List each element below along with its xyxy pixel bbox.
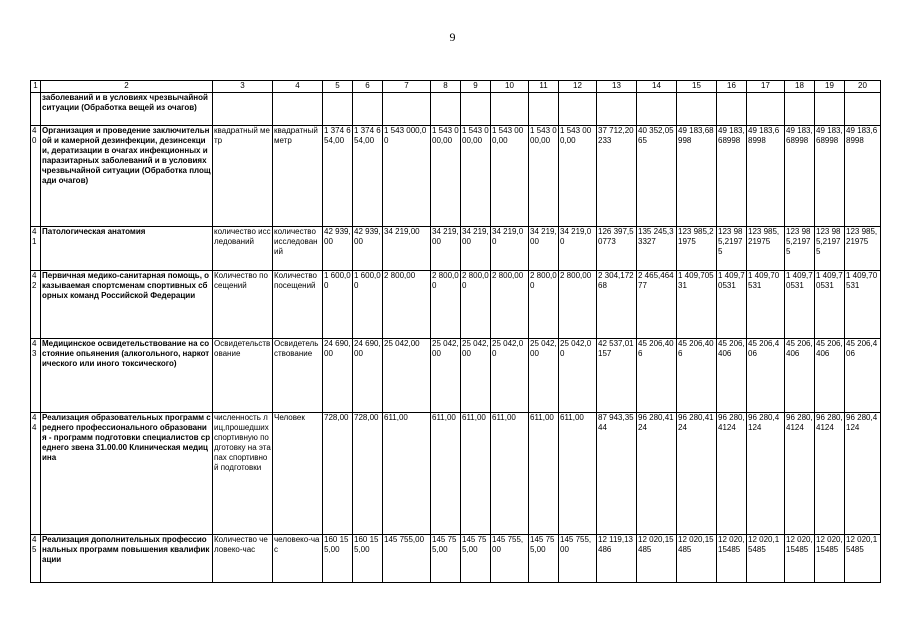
row-number-cell — [31, 93, 41, 126]
value-cell: 1 543 000,00 — [529, 126, 559, 227]
value-cell — [785, 93, 815, 126]
service-name-cell: Реализация образовательных программ среднего профессионального образования - программ подготовки специалистов среднего звена 31.00.00 Клиническая медицина — [41, 413, 213, 535]
header-cell: 17 — [747, 81, 785, 93]
unit-cell: Освидетельствование — [273, 339, 323, 413]
unit-cell: Человек — [273, 413, 323, 535]
value-cell: 12 020,15485 — [637, 535, 677, 583]
value-cell: 123 985,21975 — [747, 227, 785, 271]
value-cell — [845, 93, 881, 126]
value-cell: 1 543 000,00 — [559, 126, 597, 227]
value-cell — [383, 93, 431, 126]
value-cell — [677, 93, 717, 126]
value-cell: 728,00 — [353, 413, 383, 535]
header-cell: 9 — [461, 81, 491, 93]
unit-cell: человеко-час — [273, 535, 323, 583]
value-cell: 49 183,68998 — [845, 126, 881, 227]
table-row — [31, 413, 881, 535]
value-cell: 123 985,21975 — [785, 227, 815, 271]
table-body — [31, 81, 881, 583]
value-cell: 49 183,68998 — [747, 126, 785, 227]
value-cell: 123 985,21975 — [845, 227, 881, 271]
header-cell: 12 — [559, 81, 597, 93]
value-cell: 1 374 654,00 — [353, 126, 383, 227]
value-cell: 2 800,00 — [491, 271, 529, 339]
value-cell: 145 755,00 — [529, 535, 559, 583]
value-cell: 1 600,00 — [323, 271, 353, 339]
value-cell: 45 206,406 — [785, 339, 815, 413]
unit-cell — [213, 93, 273, 126]
table-row — [31, 126, 881, 227]
value-cell: 45 206,406 — [637, 339, 677, 413]
value-cell: 34 219,00 — [491, 227, 529, 271]
value-cell: 1 409,70531 — [747, 271, 785, 339]
value-cell — [559, 93, 597, 126]
value-cell: 45 206,406 — [747, 339, 785, 413]
row-number-cell: 43 — [31, 339, 41, 413]
row-number-cell: 42 — [31, 271, 41, 339]
value-cell: 123 985,21975 — [677, 227, 717, 271]
value-cell: 96 280,4124 — [717, 413, 747, 535]
value-cell: 1 374 654,00 — [323, 126, 353, 227]
header-cell: 19 — [815, 81, 845, 93]
value-cell: 12 020,15485 — [815, 535, 845, 583]
value-cell — [353, 93, 383, 126]
value-cell: 1 543 000,00 — [491, 126, 529, 227]
value-cell: 145 755,00 — [491, 535, 529, 583]
value-cell: 34 219,00 — [529, 227, 559, 271]
header-cell: 8 — [431, 81, 461, 93]
row-number-cell: 41 — [31, 227, 41, 271]
value-cell: 12 119,13486 — [597, 535, 637, 583]
service-name-cell: Организация и проведение заключительной и камерной дезинфекции, дезинсекции, дератизации в очагах инфекционных и паразитарных заболеваний и в условиях чрезвычайной ситуации (Обработка площади очагов) — [41, 126, 213, 227]
value-cell: 1 409,70531 — [845, 271, 881, 339]
value-cell: 42 537,01157 — [597, 339, 637, 413]
table-row — [31, 227, 881, 271]
unit-cell: Освидетельствование — [213, 339, 273, 413]
value-cell: 12 020,15485 — [677, 535, 717, 583]
header-cell: 2 — [41, 81, 213, 93]
value-cell: 145 755,00 — [383, 535, 431, 583]
value-cell: 96 280,4124 — [637, 413, 677, 535]
header-cell: 6 — [353, 81, 383, 93]
header-cell: 5 — [323, 81, 353, 93]
value-cell: 12 020,15485 — [845, 535, 881, 583]
service-name-cell: заболеваний и в условиях чрезвычайной ситуации (Обработка вещей из очагов) — [41, 93, 213, 126]
value-cell: 1 409,70531 — [785, 271, 815, 339]
header-cell: 18 — [785, 81, 815, 93]
value-cell: 40 352,0565 — [637, 126, 677, 227]
unit-cell: Количество посещений — [273, 271, 323, 339]
value-cell — [717, 93, 747, 126]
value-cell: 25 042,00 — [529, 339, 559, 413]
value-cell: 12 020,15485 — [747, 535, 785, 583]
page-number: 9 — [449, 30, 456, 44]
value-cell: 34 219,00 — [559, 227, 597, 271]
row-number-cell: 40 — [31, 126, 41, 227]
unit-cell: квадратный метр — [273, 126, 323, 227]
value-cell: 34 219,00 — [431, 227, 461, 271]
value-cell: 96 280,4124 — [785, 413, 815, 535]
value-cell: 45 206,406 — [815, 339, 845, 413]
service-name-cell: Медицинское освидетельствование на состояние опьянения (алкогольного, наркотического или иного токсического) — [41, 339, 213, 413]
value-cell: 12 020,15485 — [785, 535, 815, 583]
value-cell: 25 042,00 — [383, 339, 431, 413]
value-cell: 160 155,00 — [323, 535, 353, 583]
header-cell: 11 — [529, 81, 559, 93]
value-cell: 123 985,21975 — [717, 227, 747, 271]
value-cell: 611,00 — [529, 413, 559, 535]
value-cell: 49 183,68998 — [677, 126, 717, 227]
tariff-table — [30, 80, 881, 583]
table-row — [31, 271, 881, 339]
service-name-cell: Реализация дополнительных профессиональных программ повышения квалификации — [41, 535, 213, 583]
value-cell: 1 543 000,00 — [431, 126, 461, 227]
value-cell: 1 409,70531 — [717, 271, 747, 339]
value-cell: 96 280,4124 — [677, 413, 717, 535]
service-name-cell: Патологическая анатомия — [41, 227, 213, 271]
value-cell: 145 755,00 — [559, 535, 597, 583]
value-cell: 611,00 — [491, 413, 529, 535]
value-cell: 96 280,4124 — [747, 413, 785, 535]
value-cell — [815, 93, 845, 126]
value-cell: 126 397,50773 — [597, 227, 637, 271]
value-cell: 25 042,00 — [461, 339, 491, 413]
unit-cell — [273, 93, 323, 126]
column-number-header — [31, 81, 881, 93]
value-cell: 45 206,406 — [677, 339, 717, 413]
value-cell: 1 409,70531 — [815, 271, 845, 339]
value-cell: 123 985,21975 — [815, 227, 845, 271]
unit-cell: Количество человеко-час — [213, 535, 273, 583]
value-cell: 24 690,00 — [353, 339, 383, 413]
value-cell: 34 219,00 — [383, 227, 431, 271]
value-cell — [431, 93, 461, 126]
value-cell: 45 206,406 — [845, 339, 881, 413]
value-cell: 1 543 000,00 — [383, 126, 431, 227]
value-cell — [637, 93, 677, 126]
value-cell: 2 800,00 — [461, 271, 491, 339]
table-row — [31, 339, 881, 413]
value-cell: 611,00 — [431, 413, 461, 535]
row-number-cell: 44 — [31, 413, 41, 535]
value-cell: 24 690,00 — [323, 339, 353, 413]
table-row — [31, 535, 881, 583]
value-cell: 2 465,46477 — [637, 271, 677, 339]
value-cell: 2 800,00 — [559, 271, 597, 339]
value-cell: 87 943,3544 — [597, 413, 637, 535]
value-cell: 42 939,00 — [323, 227, 353, 271]
value-cell: 25 042,00 — [559, 339, 597, 413]
table-row — [31, 93, 881, 126]
header-cell: 15 — [677, 81, 717, 93]
value-cell: 25 042,00 — [431, 339, 461, 413]
value-cell — [461, 93, 491, 126]
value-cell: 2 304,17268 — [597, 271, 637, 339]
value-cell — [529, 93, 559, 126]
value-cell: 145 755,00 — [431, 535, 461, 583]
value-cell — [323, 93, 353, 126]
unit-cell: количество исследований — [273, 227, 323, 271]
value-cell: 42 939,00 — [353, 227, 383, 271]
value-cell: 728,00 — [323, 413, 353, 535]
header-cell: 1 — [31, 81, 41, 93]
value-cell — [747, 93, 785, 126]
value-cell: 37 712,20233 — [597, 126, 637, 227]
header-cell: 16 — [717, 81, 747, 93]
value-cell: 96 280,4124 — [815, 413, 845, 535]
value-cell: 2 800,00 — [431, 271, 461, 339]
value-cell: 45 206,406 — [717, 339, 747, 413]
unit-cell: квадратный метр — [213, 126, 273, 227]
header-cell: 10 — [491, 81, 529, 93]
unit-cell: Количество посещений — [213, 271, 273, 339]
value-cell: 160 155,00 — [353, 535, 383, 583]
value-cell: 49 183,68998 — [717, 126, 747, 227]
unit-cell: количество исследований — [213, 227, 273, 271]
value-cell: 2 800,00 — [383, 271, 431, 339]
value-cell — [597, 93, 637, 126]
value-cell: 135 245,33327 — [637, 227, 677, 271]
value-cell: 1 409,70531 — [677, 271, 717, 339]
header-cell: 4 — [273, 81, 323, 93]
value-cell: 611,00 — [559, 413, 597, 535]
value-cell: 1 600,00 — [353, 271, 383, 339]
unit-cell: численность лиц,прошедших спортивную подготовку на этапах спортивной подготовки — [213, 413, 273, 535]
value-cell: 1 543 000,00 — [461, 126, 491, 227]
value-cell: 96 280,4124 — [845, 413, 881, 535]
value-cell: 145 755,00 — [461, 535, 491, 583]
value-cell: 12 020,15485 — [717, 535, 747, 583]
header-cell: 20 — [845, 81, 881, 93]
value-cell: 25 042,00 — [491, 339, 529, 413]
header-cell: 13 — [597, 81, 637, 93]
value-cell — [491, 93, 529, 126]
row-number-cell: 45 — [31, 535, 41, 583]
value-cell: 2 800,00 — [529, 271, 559, 339]
value-cell: 49 183,68998 — [785, 126, 815, 227]
value-cell: 49 183,68998 — [815, 126, 845, 227]
value-cell: 611,00 — [383, 413, 431, 535]
value-cell: 34 219,00 — [461, 227, 491, 271]
service-name-cell: Первичная медико-санитарная помощь, оказываемая спортсменам спортивных сборных команд Российской Федерации — [41, 271, 213, 339]
header-cell: 14 — [637, 81, 677, 93]
value-cell: 611,00 — [461, 413, 491, 535]
header-cell: 7 — [383, 81, 431, 93]
header-cell: 3 — [213, 81, 273, 93]
